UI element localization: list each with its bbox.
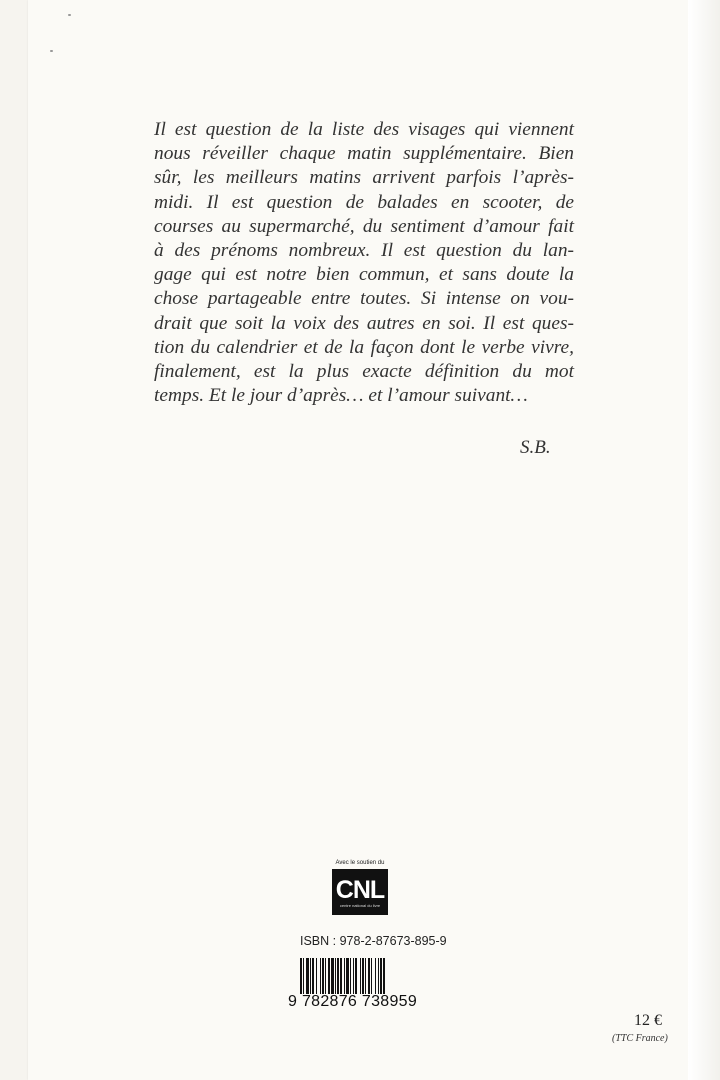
back-cover-blurb bbox=[154, 118, 574, 408]
blurb-line: midi. Il est question de balades en scooter, de bbox=[154, 191, 574, 213]
blurb-line: Il est question de la liste des visages qui viennent bbox=[154, 119, 574, 140]
scan-marks bbox=[50, 10, 70, 70]
blurb-line: à des prénoms nombreux. Il est question du lan- bbox=[154, 240, 574, 262]
isbn: ISBN : 978-2-87673-895-9 bbox=[300, 934, 447, 948]
blurb-line: sûr, les meilleurs matins arrivent parfois l’après- bbox=[154, 167, 574, 189]
price-note: (TTC France) bbox=[612, 1033, 668, 1044]
price: 12 € bbox=[634, 1012, 662, 1029]
cnl-logo-subtext: centre national du livre bbox=[339, 902, 381, 908]
blurb-line: gage qui est notre bien commun, et sans doute la bbox=[154, 264, 574, 286]
blurb-line: drait que soit la voix des autres en soi. Il est ques- bbox=[154, 312, 574, 334]
barcode-digits: 9 782876 738959 bbox=[288, 993, 418, 1010]
blurb-line: courses au supermarché, du sentiment d’amour fait bbox=[154, 215, 574, 237]
signature: S.B. bbox=[520, 437, 551, 458]
cnl-support-logo bbox=[332, 860, 394, 915]
blurb-line: temps. Et le jour d’après… et l’amour suivant… bbox=[154, 385, 528, 407]
blurb-line: nous réveiller chaque matin supplémentaire. Bien bbox=[154, 143, 574, 165]
blurb-line: tion du calendrier et de la façon dont le verbe vivre, bbox=[154, 336, 574, 358]
cnl-logo-icon bbox=[332, 869, 388, 915]
page-edge bbox=[688, 0, 720, 1080]
cnl-logo-text: CNL bbox=[335, 875, 385, 904]
blurb-line: chose partageable entre toutes. Si intense on vou- bbox=[154, 288, 574, 310]
barcode-icon bbox=[300, 958, 430, 994]
blurb-line: finalement, est la plus exacte définition du mot bbox=[154, 361, 574, 383]
cnl-caption: Avec le soutien du bbox=[335, 860, 385, 866]
